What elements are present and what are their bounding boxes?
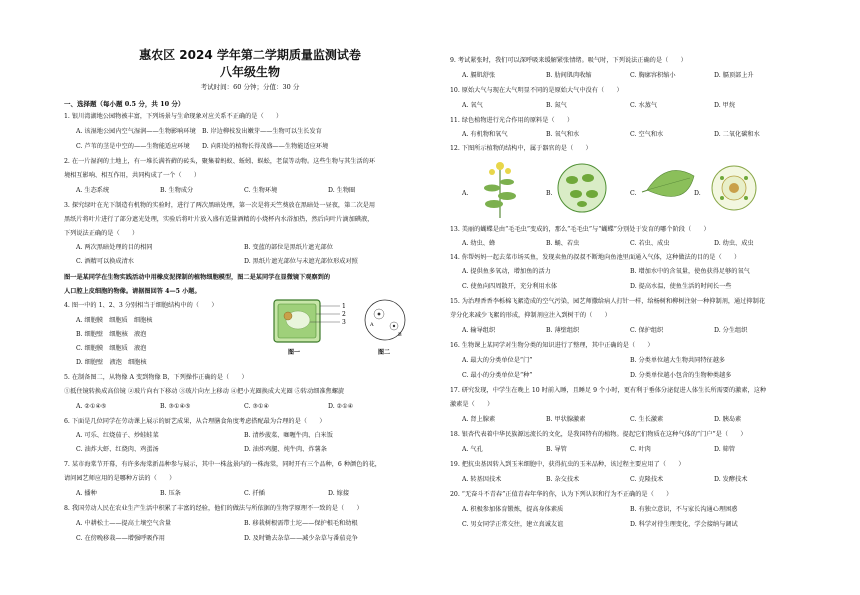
- q11-option: D. 二氧化碳和水: [714, 131, 760, 138]
- question-6: 6. 下面是几位同学在劳动课上展示的厨艺成果，从合理膳食角度考虑搭配最为合理的是（ ）: [64, 418, 326, 425]
- q6-option: B. 清炒菠菜、咖喱牛肉、白米饭: [244, 432, 333, 439]
- question-11: 11. 绿色植物进行光合作用的原料是（ ）: [450, 117, 574, 124]
- q17-option: A. 肾上腺素: [462, 416, 496, 423]
- q9-option: D. 膈顶部上升: [714, 72, 754, 79]
- q5-option: B. ③①④⑤: [160, 403, 191, 410]
- question-3-cont: 下列说法正确的是（ ）: [64, 230, 139, 237]
- q7-option: D. 嫁接: [328, 490, 350, 497]
- q16-option: A. 最大的分类单位是“门”: [462, 357, 533, 364]
- q12-letter-d: D.: [694, 190, 701, 197]
- q19-option: C. 克隆技术: [630, 476, 664, 483]
- q12-letter-a: A.: [462, 190, 469, 197]
- q13-option: A. 幼虫、蜂: [462, 240, 496, 247]
- exam-title: 惠农区 2024 学年第二学期质量监测试卷: [139, 48, 361, 62]
- q10-option: D. 甲烷: [714, 102, 736, 109]
- q14-option: D. 提高水温，使鱼生活的时间长一些: [630, 283, 732, 290]
- q7-option: C. 扦插: [244, 490, 265, 497]
- question-12: 12. 下图所示植物的结构中，属于器官的是（ ）: [450, 145, 592, 152]
- q4-option-a: A. 细胞膜 细胞质 细胞核: [76, 317, 153, 324]
- q11-option: C. 空气和水: [630, 131, 664, 138]
- cell-model-figures: [270, 296, 420, 356]
- q12-pictures: [472, 158, 772, 220]
- q3-option: B. 变蓝的部位是黑纸片遮光部位: [244, 244, 333, 251]
- q1-options-ab: A. 该湿地公园内空气湿润——生物影响环境 B. 岸边柳枝发出嫩芽——生物可以生长发育: [76, 128, 322, 135]
- q8-option: D. 及时锄去杂草——减少杂草与番茄竞争: [244, 535, 358, 542]
- q5-option: C. ③①④: [244, 403, 270, 410]
- figure-one-label: 图一: [288, 349, 301, 356]
- question-8: 8. 我国劳动人民在农业生产生活中积累了丰富的经验，他们的做法与所依据的生物学原理不一致的是（ ）: [64, 505, 363, 512]
- q12-letter-c: C.: [630, 190, 637, 197]
- q5-option: A. ②①④⑤: [76, 403, 107, 410]
- question-20: 20. “无奋斗不青春”正值青春年华的你，认为下列认识和行为不正确的是（ ）: [450, 491, 673, 498]
- q9-option: A. 膈肌舒张: [462, 72, 496, 79]
- question-5-steps: ①抵住镜转换成高倍镜 ②玻片向右下移动 ③玻片向左上移动 ④把小光圈换成大光圈 ⑤转动细准焦螺旋: [64, 388, 345, 395]
- figure-two-microscope-view: [365, 300, 405, 356]
- question-17-cont: 激素是（ ）: [450, 401, 494, 408]
- q17-option: B. 甲状腺激素: [546, 416, 586, 423]
- q3-option: C. 酒精可以换成清水: [76, 258, 134, 265]
- q16-option: D. 分类单位越小包含的生物种类越多: [630, 372, 732, 379]
- q19-option: B. 杂交技术: [546, 476, 580, 483]
- q17-option: C. 生长激素: [630, 416, 664, 423]
- question-18: 18. 银杏代表着中华民族源远流长的文化，是我国特有的植物。提起它们物质在这种气体的“门户”是（ ）: [450, 431, 747, 438]
- q14-option: A. 提供鱼多氧动，增加鱼的活力: [462, 268, 551, 275]
- q19-option: A. 转基因技术: [462, 476, 502, 483]
- label-b: B: [398, 332, 402, 338]
- q10-option: B. 氮气: [546, 102, 567, 109]
- question-1: 1. 银川湾湖地公园物被丰富，下列场景与生命现象对应关系不正确的是（ ）: [64, 113, 283, 120]
- figure-one-plant-cell: [274, 300, 346, 356]
- label-2: 2: [342, 311, 346, 318]
- q14-option: B. 增加水中的含氧量，使鱼获得足够的氧气: [630, 268, 750, 275]
- q20-option: C. 男女同学正常交往，建立真诚友谊: [462, 521, 564, 528]
- q7-option: B. 压条: [160, 490, 181, 497]
- exam-info: 考试时间：60 分钟；分值：30 分: [200, 83, 300, 91]
- q11-option: B. 氧气和水: [546, 131, 580, 138]
- q10-option: A. 氧气: [462, 102, 483, 109]
- question-9: 9. 考试紧张时，我们可以深呼吸来缓解紧张情绪。吸气时，下列说法正确的是（ ）: [450, 57, 687, 64]
- q6-option: A. 可乐、红烧茄子、炒蛙蛙菜: [76, 432, 159, 439]
- q3-option: D. 黑纸片遮光部位与未遮光部位形成对照: [244, 258, 358, 265]
- q15-option: A. 输导组织: [462, 327, 496, 334]
- question-10: 10. 原始大气与现在大气明显不同的是原始大气中没有（ ）: [450, 87, 623, 94]
- exam-subtitle: 八年级生物: [219, 65, 280, 79]
- q4-option-d: D. 细胞壁 液泡 细胞核: [76, 359, 147, 366]
- leaf-image: [642, 170, 694, 196]
- q8-option: A. 中耕松土——提高土壤空气含量: [76, 520, 172, 527]
- label-a: A: [370, 322, 374, 328]
- q18-option: C. 叶肉: [630, 446, 651, 453]
- q4-option-c: C. 细胞膜 细胞质 液泡: [76, 345, 147, 352]
- q2-option: C. 生物环境: [244, 187, 278, 194]
- question-7-cont: 请问园艺师应用的是哪种方法的（ ）: [64, 475, 176, 482]
- q1-options-cd: C. 芦苇的茎是中空的——生物能适应环境 D. 向阳处的植物长得茂盛——生物能适应环境: [76, 143, 329, 150]
- q18-option: A. 气孔: [462, 446, 483, 453]
- question-7: 7. 某市海棠节开幕，有许多海棠新品种参与展示，其中一株盆景内的一株海棠，同时开有三个品种，6 种颜色的花，: [64, 461, 381, 468]
- question-17: 17. 研究发现，中学生在晚上 10 时前入睡，且睡足 9 个小时，更有利于垂体分泌促进人体生长所需要的激素，这种: [450, 387, 767, 394]
- q15-option: D. 分生组织: [714, 327, 748, 334]
- q17-option: D. 胰岛素: [714, 416, 742, 423]
- question-16: 16. 生物课上某同学对生物分类的知识进行了整理，其中正确的是（ ）: [450, 342, 654, 349]
- q20-option: D. 科学对待生理变化，学会接纳与调试: [630, 521, 738, 528]
- figure-intro-cont: 人口腔上皮细胞的物像。请据图回答 4—5 小题。: [64, 288, 201, 295]
- question-19: 19. 把抗虫基因转入到玉米细胞中，获得抗虫的玉米品种，该过程主要应用了（ ）: [450, 461, 685, 468]
- q6-option: D. 油炸鸡腿、炖牛肉、炸薯条: [244, 446, 327, 453]
- question-2-cont: 境相互影响、相互作用，共同构成了一个（ ）: [64, 172, 201, 179]
- q13-option: B. 蛹、若虫: [546, 240, 580, 247]
- stem-cross-section-image: [712, 166, 756, 210]
- whole-plant-image: [484, 162, 516, 218]
- q3-option: A. 两次黑暗处理的目的相同: [76, 244, 153, 251]
- q10-option: C. 水蒸气: [630, 102, 658, 109]
- q11-option: A. 有机物和氧气: [462, 131, 508, 138]
- question-3-cont: 黑纸片将叶片进行了部分遮光处理，实验后将叶片放入盛有适量酒精的小烧杯内水浴加热，然后向叶片滴加碘液，: [64, 216, 374, 223]
- q20-option: B. 有独立意识，不与家长沟通心理困惑: [630, 506, 738, 513]
- question-3: 3. 探究绿叶在光下制造有机物的实验时，进行了两次黑暗处理，第一次是将天竺葵放在黑暗处一昼夜，第二次是用: [64, 202, 376, 209]
- question-2: 2. 在一片湿润的土地上，有一堆长满苔藓的砖头，聚集着蚂蚁、蚯蚓、蜈蚣，老鼠等动物。这些生物与其生活的环: [64, 158, 376, 165]
- q15-option: B. 薄壁组织: [546, 327, 580, 334]
- q12-letter-b: B.: [546, 190, 553, 197]
- label-3: 3: [342, 319, 346, 326]
- q18-option: D. 筛管: [714, 446, 736, 453]
- figure-intro: 图一是某同学在生物实践活动中用橡皮泥探制的植物细胞模型，图二是某同学在显微镜下观察到的: [64, 274, 331, 281]
- question-15-cont: 芽分化来减少飞絮的形成，抑制剂应注入到树干的（ ）: [450, 312, 611, 319]
- question-5: 5. 在制备图二，从物像 A 变到物像 B，下列操作正确的是（ ）: [64, 374, 248, 381]
- q16-option: C. 最小的分类单位是“种”: [462, 372, 533, 379]
- q2-option: B. 生物成分: [160, 187, 194, 194]
- q6-option: C. 油炸大虾、红烧肉、鸡蛋汤: [76, 446, 159, 453]
- label-1: 1: [342, 303, 346, 310]
- q19-option: D. 发酵技术: [714, 476, 748, 483]
- q2-option: A. 生态系统: [76, 187, 110, 194]
- q9-option: B. 肋间肌肉收缩: [546, 72, 592, 79]
- q8-option: B. 移栽树根需带土坨——保护根毛和幼根: [244, 520, 358, 527]
- q9-option: C. 胸廓容积缩小: [630, 72, 676, 79]
- q18-option: B. 导管: [546, 446, 567, 453]
- q8-option: C. 在傍晚移栽——增强呼吸作用: [76, 535, 165, 542]
- q15-option: C. 保护组织: [630, 327, 664, 334]
- question-14: 14. 你帮妈妈一起去菜市场买鱼，发现卖鱼的叔叔不断地向鱼池里面通入气体，这种做法的目的是（ ）: [450, 254, 741, 261]
- q2-option: D. 生物圈: [328, 187, 356, 194]
- q16-option: B. 分类单位越大生物共同特征越多: [630, 357, 726, 364]
- question-13: 13. 美丽的蝴蝶是由“毛毛虫”变成的，那么“毛毛虫”与“蝴蝶”分别处于发育的哪个阶段（ ）: [450, 226, 710, 233]
- q7-option: A. 播种: [76, 490, 97, 497]
- q5-option: D. ②①④: [328, 403, 354, 410]
- q13-option: C. 若虫、成虫: [630, 240, 670, 247]
- q14-option: C. 使鱼向四周散开，充分利用水体: [462, 283, 558, 290]
- q13-option: D. 幼虫、成虫: [714, 240, 754, 247]
- cell-tissue-image: [558, 164, 606, 212]
- section-heading: 一、选择题（每小题 0.5 分，共 10 分）: [64, 100, 185, 108]
- q20-option: A. 积极参加体育锻炼，提高身体素质: [462, 506, 564, 513]
- question-15: 15. 为治理香香李栎棉飞絮造成的空气污染，园艺师撒给病人打针一样，给杨树和柳树注射一种抑制剂，通过抑制花: [450, 298, 765, 305]
- question-4: 4. 图一中的 1、2、3 分别相当于细胞结构中的（ ）: [64, 302, 218, 309]
- q4-option-b: B. 细胞壁 细胞核 液泡: [76, 331, 147, 338]
- figure-two-label: 图二: [378, 349, 391, 356]
